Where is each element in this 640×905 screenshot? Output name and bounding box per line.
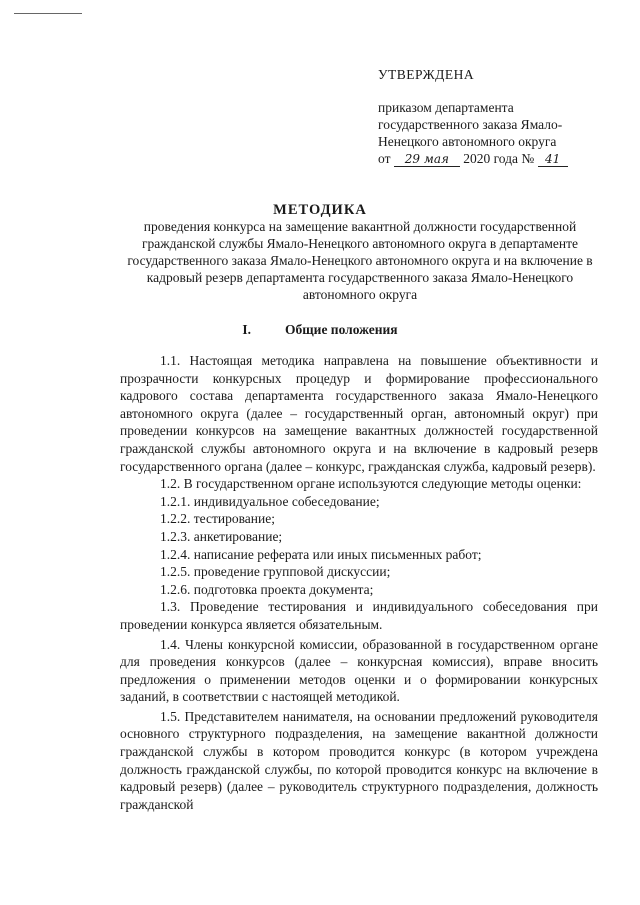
section-title: Общие положения [285,322,398,337]
paragraph-1-4: 1.4. Члены конкурсной комиссии, образованной в государственном органе для проведения конкурсов (далее – конкурсная комиссия), вправе вносить предложения о применении методов оценки и о формировании конкурсных заданий, в соответствии с настоящей методикой. [120,636,598,705]
handwritten-order-number: 41 [538,152,568,167]
list-item-1-2-5: 1.2.5. проведение групповой дискуссии; [160,564,391,580]
handwritten-date: 29 мая [394,152,460,167]
list-item-1-2-2: 1.2.2. тестирование; [160,511,275,527]
document-body [120,352,598,813]
scan-artifact-line [14,13,82,14]
section-heading [0,322,640,338]
paragraph-1-3: 1.3. Проведение тестирования и индивидуального собеседования при проведении конкурса является обязательным. [120,599,598,632]
approval-line-3: Ненецкого автономного округа [378,134,557,149]
paragraph-1-2: 1.2. В государственном органе используются следующие методы оценки: [160,476,582,492]
approval-line-1: приказом департамента [378,100,514,115]
paragraph-1-5: 1.5. Представителем нанимателя, на основании предложений руководителя основного структурного подразделения, на замещение вакантной должности гражданской службы в котором проводится конкурс (в котором учреждена должность гражданской службы, по которой проводится конкурс на включение в кадровый резерв) (далее – руководитель структурного подразделения, должность гражданской [120,708,598,812]
document-title: МЕТОДИКА [273,202,367,218]
approval-line-2: государственного заказа Ямало- [378,117,563,132]
approval-title: УТВЕРЖДЕНА [378,67,475,82]
list-item-1-2-6: 1.2.6. подготовка проекта документа; [160,581,374,597]
paragraph-1-1: 1.1. Настоящая методика направлена на повышение объективности и прозрачности конкурсных процедур и формирование профессионального кадрового состава департамента государственного заказа Ямало-Ненецкого автономного округа (далее – государственный орган, автономный округ) при проведении конкурсов на замещение вакантных должностей государственной гражданской службы автономного округа и на включение в кадровый резерв государственного органа (далее – конкурс, гражданская служба, кадровый резерв). [120,353,598,474]
approval-block [378,66,568,167]
list-item-1-2-3: 1.2.3. анкетирование; [160,528,283,544]
list-item-1-2-4: 1.2.4. написание реферата или иных письменных работ; [160,546,482,562]
year-text: 2020 года № [463,151,535,166]
list-item-1-2-1: 1.2.1. индивидуальное собеседование; [160,493,380,509]
date-prefix: от [378,151,391,166]
document-subtitle: проведения конкурса на замещение вакантной должности государственной гражданской службы Ямало-Ненецкого автономного округа в департаменте государственного заказа Ямало-Ненецкого автономного округа и на включение в кадровый резерв департамента государственного заказа Ямало-Ненецкого автономного округа [127,219,593,302]
section-number: I. [242,322,252,337]
approval-date-line [378,150,568,167]
